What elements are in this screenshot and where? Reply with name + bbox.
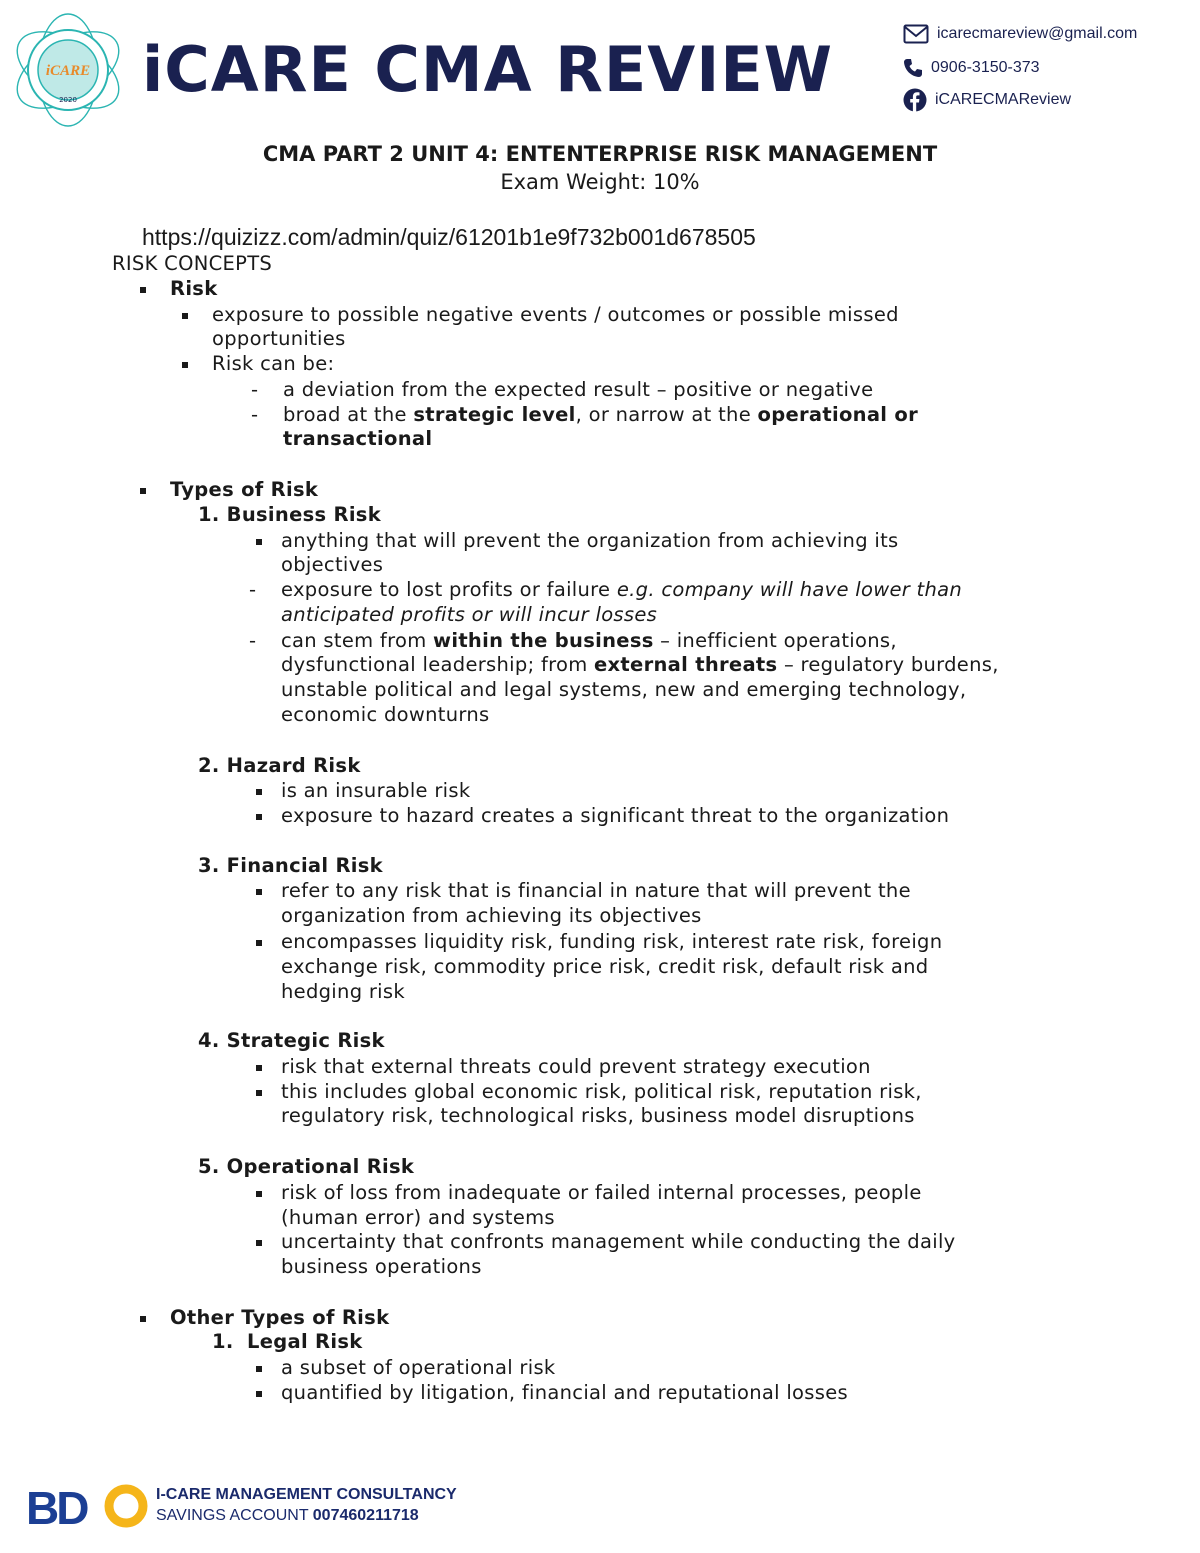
phone-contact[interactable] (903, 58, 1040, 78)
risk-can-be: Risk can be: (212, 352, 335, 375)
phone-icon (903, 58, 923, 78)
exam-weight: Exam Weight: 10% (500, 170, 700, 194)
email-text: icarecmareview@gmail.com (937, 25, 1138, 42)
legal-risk-heading: Legal Risk (247, 1330, 363, 1353)
footer-account (156, 1507, 419, 1525)
strategic-risk-item-cont: regulatory risk, technological risks, business model disruptions (281, 1104, 915, 1127)
hazard-risk-heading: 2. Hazard Risk (198, 754, 361, 777)
business-risk-sources-cont: economic downturns (281, 703, 490, 726)
financial-risk-item: encompasses liquidity risk, funding risk, interest rate risk, foreign (281, 930, 943, 953)
svg-text:BD: BD (26, 1484, 87, 1528)
operational-risk-item: risk of loss from inadequate or failed internal processes, people (281, 1181, 922, 1204)
other-types-heading: Other Types of Risk (170, 1306, 390, 1329)
operational-risk-item: uncertainty that confronts management while conducting the daily (281, 1230, 956, 1253)
footer-company: I-CARE MANAGEMENT CONSULTANCY (156, 1486, 457, 1503)
risk-broad: - broad at the strategic level, or narrow at the operational or (283, 403, 918, 427)
financial-risk-item-cont: exchange risk, commodity price risk, credit risk, default risk and (281, 955, 929, 978)
business-risk-sources-cont: unstable political and legal systems, new and emerging technology, (281, 678, 967, 701)
account-number: 007460211718 (312, 1507, 419, 1524)
financial-risk-item-cont: hedging risk (281, 980, 405, 1003)
business-risk-item-cont: objectives (281, 553, 384, 576)
financial-risk-item-cont: organization from achieving its objectives (281, 904, 702, 927)
brand-title: iCARE CMA REVIEW (142, 33, 834, 106)
business-risk-heading: 1. Business Risk (198, 503, 381, 526)
facebook-icon (903, 88, 927, 112)
svg-text:iCARE: iCARE (45, 63, 91, 79)
svg-text:2020: 2020 (59, 96, 77, 104)
operational-risk-item-cont: business operations (281, 1255, 482, 1278)
strategic-risk-item: this includes global economic risk, political risk, reputation risk, (281, 1080, 922, 1103)
strategic-risk-heading: 4. Strategic Risk (198, 1029, 385, 1052)
business-risk-sources: - can stem from within the business – inefficient operations, (281, 629, 897, 653)
operational-risk-item-cont: (human error) and systems (281, 1206, 555, 1229)
email-contact[interactable] (903, 24, 1137, 44)
envelope-icon (903, 24, 929, 44)
financial-risk-item: refer to any risk that is financial in nature that will prevent the (281, 879, 911, 902)
hazard-risk-item: exposure to hazard creates a significant threat to the organization (281, 804, 950, 827)
financial-risk-heading: 3. Financial Risk (198, 854, 383, 877)
section-heading: RISK CONCEPTS (112, 252, 273, 275)
risk-broad-cont: transactional (283, 427, 433, 450)
legal-risk-number: 1. (212, 1330, 234, 1353)
quiz-link[interactable]: https://quizizz.com/admin/quiz/61201b1e9f732b001d678505 (142, 224, 756, 250)
icare-seal-logo (8, 12, 128, 128)
business-risk-exposure: - exposure to lost profits or failure e.g. company will have lower than (281, 578, 962, 602)
risk-deviation: - a deviation from the expected result – positive or negative (283, 378, 873, 402)
phone-text: 0906-3150-373 (931, 59, 1040, 76)
risk-definition-cont: opportunities (212, 327, 346, 350)
legal-risk-item: a subset of operational risk (281, 1356, 556, 1379)
strategic-risk-item: risk that external threats could prevent strategy execution (281, 1055, 871, 1078)
legal-risk-item: quantified by litigation, financial and reputational losses (281, 1381, 848, 1404)
facebook-text: iCARECMAReview (935, 91, 1072, 108)
business-risk-item: anything that will prevent the organization from achieving its (281, 529, 899, 552)
bdo-logo (26, 1484, 150, 1528)
risk-heading: Risk (170, 277, 218, 300)
document-title: CMA PART 2 UNIT 4: ENTENTERPRISE RISK MANAGEMENT (262, 142, 938, 166)
operational-risk-heading: 5. Operational Risk (198, 1155, 415, 1178)
facebook-contact[interactable] (903, 88, 1071, 112)
account-label: SAVINGS ACCOUNT (156, 1507, 309, 1524)
hazard-risk-item: is an insurable risk (281, 779, 471, 802)
business-risk-sources-cont: dysfunctional leadership; from external threats – regulatory burdens, (281, 653, 999, 676)
risk-definition: exposure to possible negative events / outcomes or possible missed (212, 303, 899, 326)
business-risk-exposure-cont: anticipated profits or will incur losses (281, 603, 658, 626)
types-heading: Types of Risk (170, 478, 319, 501)
